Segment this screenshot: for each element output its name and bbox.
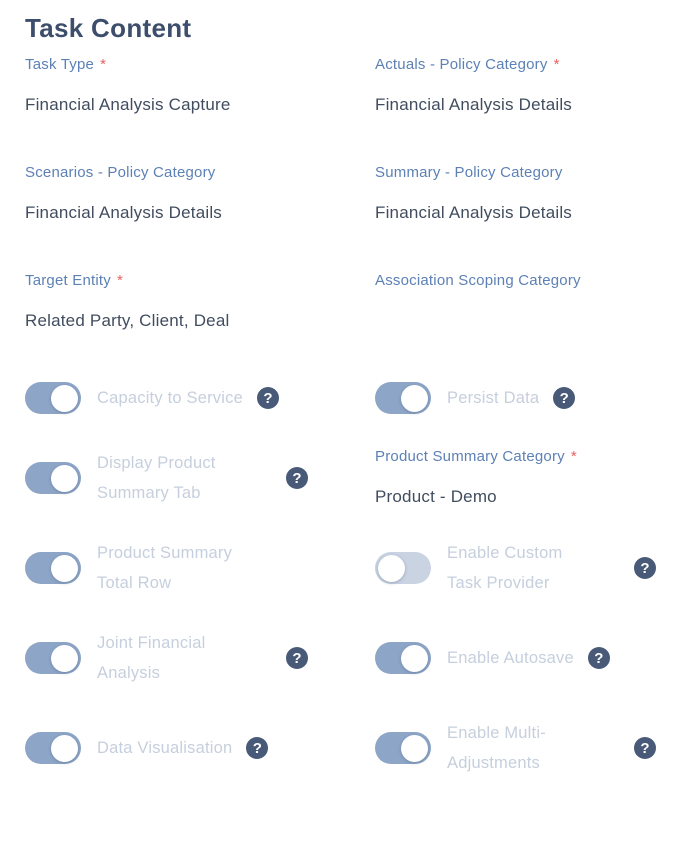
product-summary-total-row-row	[25, 538, 375, 598]
field-scenarios-policy-category	[25, 164, 375, 224]
help-icon[interactable]: ?	[634, 737, 656, 759]
required-asterisk: *	[116, 272, 124, 289]
persist-data-row	[375, 378, 656, 418]
help-icon[interactable]: ?	[588, 647, 610, 669]
enable-multi-adjustments-label: Enable Multi-Adjustments	[447, 724, 546, 772]
persist-data-label: Persist Data	[447, 389, 540, 407]
capacity-to-service-toggle[interactable]	[25, 382, 81, 414]
toggle-knob	[51, 645, 78, 672]
page-title: Task Content	[25, 13, 192, 43]
enable-autosave-label: Enable Autosave	[447, 649, 574, 667]
joint-financial-analysis-label: Joint Financial Analysis	[97, 634, 206, 682]
scenarios-policy-category-label: Scenarios - Policy Category	[25, 164, 216, 181]
field-task-type	[25, 56, 375, 116]
enable-custom-task-provider-label: Enable Custom Task Provider	[447, 544, 563, 592]
joint-financial-analysis-row	[25, 628, 375, 688]
target-entity-value: Related Party, Client, Deal	[25, 311, 230, 330]
data-visualisation-row	[25, 718, 375, 778]
field-row-2	[25, 164, 656, 224]
field-product-summary-category	[375, 448, 656, 508]
help-icon[interactable]: ?	[553, 387, 575, 409]
enable-custom-task-provider-toggle[interactable]	[375, 552, 431, 584]
field-association-scoping-category	[375, 272, 656, 332]
data-visualisation-label: Data Visualisation	[97, 739, 233, 757]
field-actuals-policy-category	[375, 56, 656, 116]
display-product-summary-tab-toggle[interactable]	[25, 462, 81, 494]
task-type-label: Task Type	[25, 56, 95, 73]
toggle-row-1	[25, 378, 656, 418]
field-row-3	[25, 272, 656, 332]
toggle-knob	[378, 555, 405, 582]
actuals-policy-category-label: Actuals - Policy Category	[375, 56, 548, 73]
toggle-row-2	[25, 448, 656, 508]
help-icon[interactable]: ?	[257, 387, 279, 409]
actuals-policy-category-value: Financial Analysis Details	[375, 95, 573, 114]
required-asterisk: *	[553, 56, 560, 73]
toggle-row-5	[25, 718, 656, 778]
data-visualisation-toggle[interactable]	[25, 732, 81, 764]
toggle-knob	[51, 465, 78, 492]
toggle-knob	[51, 735, 78, 762]
field-target-entity	[25, 272, 375, 332]
field-summary-policy-category	[375, 164, 656, 224]
summary-policy-category-label: Summary - Policy Category	[375, 164, 563, 181]
toggle-knob	[401, 735, 428, 762]
enable-autosave-row	[375, 628, 656, 688]
task-type-value: Financial Analysis Capture	[25, 95, 231, 114]
help-icon[interactable]: ?	[286, 467, 308, 489]
toggle-knob	[401, 385, 428, 412]
display-product-summary-tab-row	[25, 448, 375, 508]
required-asterisk: *	[570, 448, 577, 465]
persist-data-toggle[interactable]	[375, 382, 431, 414]
product-summary-total-row-label: Product Summary Total Row	[97, 544, 233, 592]
help-icon[interactable]: ?	[286, 647, 308, 669]
toggle-knob	[51, 385, 78, 412]
product-summary-total-row-toggle[interactable]	[25, 552, 81, 584]
joint-financial-analysis-toggle[interactable]	[25, 642, 81, 674]
product-summary-category-value: Product - Demo	[375, 487, 497, 506]
toggle-knob	[401, 645, 428, 672]
help-icon[interactable]: ?	[634, 557, 656, 579]
target-entity-label: Target Entity	[25, 272, 111, 289]
toggle-row-3	[25, 538, 656, 598]
required-asterisk: *	[100, 56, 107, 73]
enable-multi-adjustments-toggle[interactable]	[375, 732, 431, 764]
scenarios-policy-category-value: Financial Analysis Details	[25, 203, 223, 222]
field-row-1	[25, 56, 656, 116]
enable-multi-adjustments-row	[375, 718, 656, 778]
enable-autosave-toggle[interactable]	[375, 642, 431, 674]
toggle-knob	[51, 555, 78, 582]
product-summary-category-label: Product Summary Category	[375, 448, 565, 465]
enable-custom-task-provider-row	[375, 538, 656, 598]
capacity-to-service-row	[25, 378, 375, 418]
association-scoping-category-value	[375, 310, 656, 332]
toggle-row-4	[25, 628, 656, 688]
summary-policy-category-value: Financial Analysis Details	[375, 203, 573, 222]
display-product-summary-tab-label: Display Product Summary Tab	[97, 454, 216, 502]
capacity-to-service-label: Capacity to Service	[97, 389, 243, 407]
help-icon[interactable]: ?	[246, 737, 268, 759]
association-scoping-category-label: Association Scoping Category	[375, 272, 581, 289]
